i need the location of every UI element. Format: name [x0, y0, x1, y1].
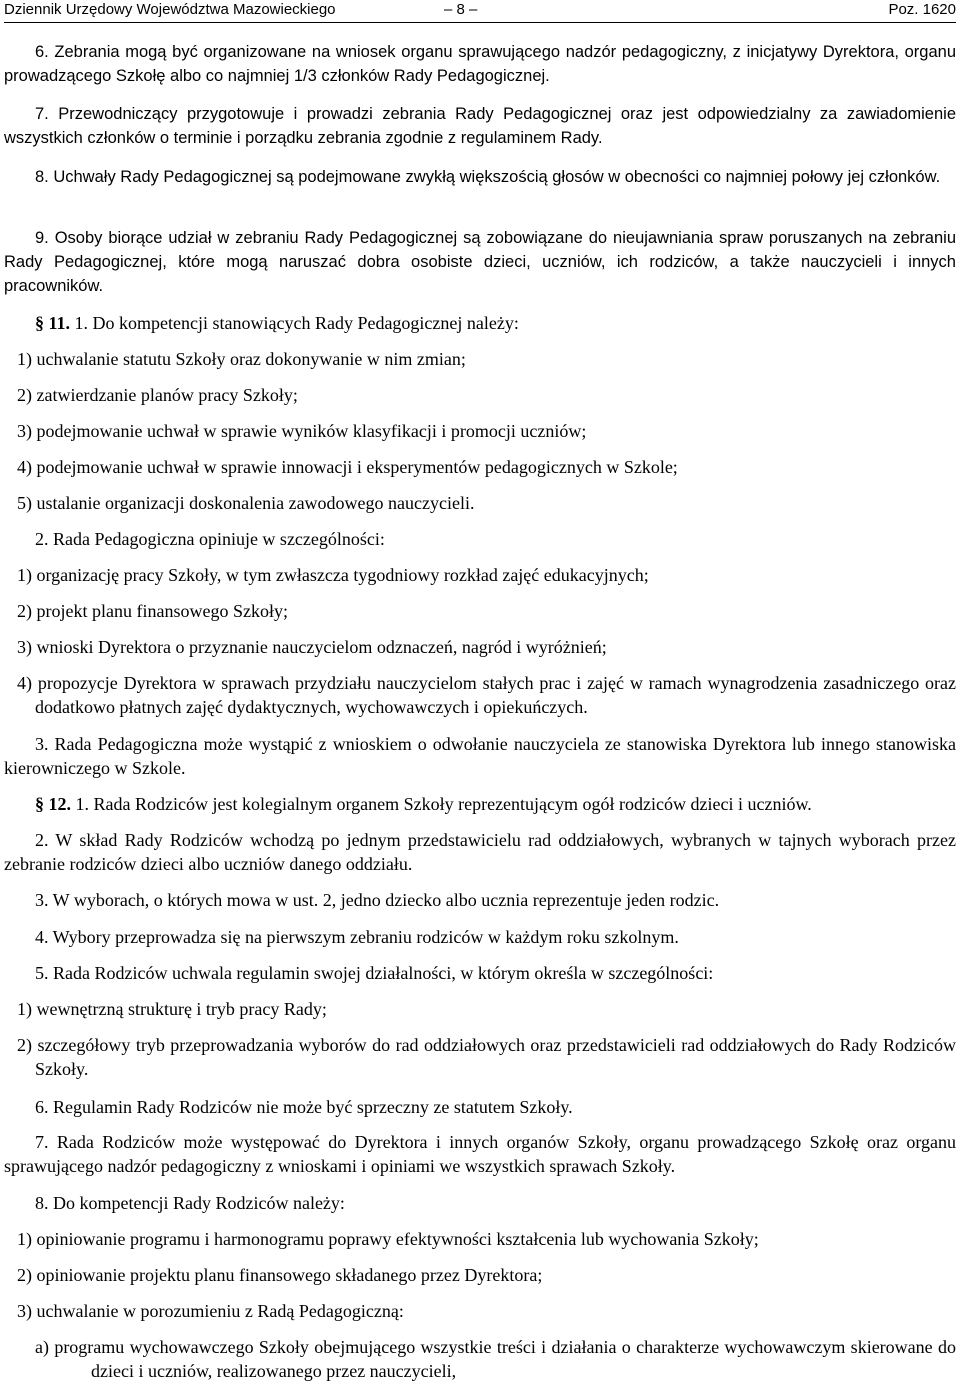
s11-item-1: 1) uchwalanie statutu Szkoły oraz dokonywanie w nim zmian; — [17, 349, 466, 369]
s12-paragraph-5: 5. Rada Rodziców uchwala regulamin swojej działalności, w którym określa w szczególności: — [35, 963, 714, 983]
s12-paragraph-6: 6. Regulamin Rady Rodziców nie może być sprzeczny ze statutem Szkoły. — [35, 1097, 573, 1117]
s12-paragraph-7: 7. Rada Rodziców może występować do Dyrektora i innych organów Szkoły, organu prowadzącego Szkołę oraz organu sprawującego nadzór pedagogiczny z wnioskami i opiniami we wszystkich sprawach Szkoły. — [4, 1132, 956, 1176]
journal-title: Dziennik Urzędowy Województwa Mazowieckiego — [4, 1, 336, 18]
s11-paragraph-2: 2. Rada Pedagogiczna opiniuje w szczególności: — [35, 529, 385, 549]
s11-p2-item-2: 2) projekt planu finansowego Szkoły; — [17, 601, 288, 621]
section-12-marker: § 12. — [35, 794, 71, 814]
s11-p2-item-3: 3) wnioski Dyrektora o przyznanie nauczycielom odznaczeń, nagród i wyróżnień; — [17, 637, 607, 657]
s12-p8-item-3: 3) uchwalanie w porozumieniu z Radą Pedagogiczną: — [17, 1301, 404, 1321]
paragraph-9: 9. Osoby biorące udział w zebraniu Rady Pedagogicznej są zobowiązane do nieujawniania spraw poruszanych na zebraniu Rady Pedagogicznej, które mogą naruszać dobra osobiste dzieci, uczniów, ich rodziców, a także nauczycieli i innych pracowników. — [4, 229, 956, 295]
s12-p8-item-2: 2) opiniowanie projektu planu finansowego składanego przez Dyrektora; — [17, 1265, 543, 1285]
s12-paragraph-3: 3. W wyborach, o których mowa w ust. 2, jedno dziecko albo ucznia reprezentuje jeden rodzic. — [35, 890, 720, 910]
section-12-p1-text: 1. Rada Rodziców jest kolegialnym organem Szkoły reprezentującym ogół rodziców dzieci i uczniów. — [71, 794, 812, 814]
s11-p2-item-4: 4) propozycje Dyrektora w sprawach przydziału nauczycielom stałych prac i zajęć w ramach wynagrodzenia zasadniczego oraz dodatkowo płatnych zajęć dydaktycznych, wychowawczych i opiekuńczych. — [17, 673, 956, 717]
s11-p2-item-1: 1) organizację pracy Szkoły, w tym zwłaszcza tygodniowy rozkład zajęć edukacyjnych; — [17, 565, 649, 585]
position-number: Poz. 1620 — [888, 1, 956, 18]
s12-paragraph-8: 8. Do kompetencji Rady Rodziców należy: — [35, 1193, 345, 1213]
s12-p5-item-1: 1) wewnętrzną strukturę i tryb pracy Rady; — [17, 999, 327, 1019]
s11-item-5: 5) ustalanie organizacji doskonalenia zawodowego nauczycieli. — [17, 493, 475, 513]
s11-paragraph-3: 3. Rada Pedagogiczna może wystąpić z wnioskiem o odwołanie nauczyciela ze stanowiska Dyrektora lub innego stanowiska kierowniczego w Szkole. — [4, 734, 956, 778]
s11-item-2: 2) zatwierdzanie planów pracy Szkoły; — [17, 385, 298, 405]
section-11-intro — [4, 311, 956, 335]
paragraph-7: 7. Przewodniczący przygotowuje i prowadzi zebrania Rady Pedagogicznej oraz jest odpowiedzialny za zawiadomienie wszystkich członków o terminie i porządku zebrania zgodnie z regulaminem Rady. — [4, 105, 956, 147]
s11-item-4: 4) podejmowanie uchwał w sprawie innowacji i eksperymentów pedagogicznych w Szkole; — [17, 457, 678, 477]
s12-p5-item-2: 2) szczegółowy tryb przeprowadzania wyborów do rad oddziałowych oraz przedstawicieli rad oddziałowych do Rady Rodziców Szkoły. — [17, 1035, 956, 1079]
section-11-marker: § 11. — [35, 313, 71, 333]
paragraph-8: 8. Uchwały Rady Pedagogicznej są podejmowane zwykłą większością głosów w obecności co najmniej połowy jej członków. — [35, 168, 941, 186]
s12-paragraph-2: 2. W skład Rady Rodziców wchodzą po jednym przedstawicielu rad oddziałowych, wybranych w tajnych wyborach przez zebranie rodziców dzieci albo uczniów danego oddziału. — [4, 830, 956, 874]
page-number: – 8 – — [444, 1, 478, 18]
page-header — [4, 0, 956, 23]
section-12-intro — [4, 792, 956, 816]
s11-item-3: 3) podejmowanie uchwał w sprawie wyników klasyfikacji i promocji uczniów; — [17, 421, 587, 441]
section-11-intro-text: 1. Do kompetencji stanowiących Rady Pedagogicznej należy: — [70, 313, 519, 333]
s12-p8-item-1: 1) opiniowanie programu i harmonogramu poprawy efektywności kształcenia lub wychowania Szkoły; — [17, 1229, 759, 1249]
s12-paragraph-4: 4. Wybory przeprowadza się na pierwszym zebraniu rodziców w każdym roku szkolnym. — [35, 927, 679, 947]
paragraph-6: 6. Zebrania mogą być organizowane na wniosek organu sprawującego nadzór pedagogiczny, z inicjatywy Dyrektora, organu prowadzącego Szkołę albo co najmniej 1/3 członków Rady Pedagogicznej. — [4, 43, 956, 85]
s12-p8-subitem-a: a) programu wychowawczego Szkoły obejmującego wszystkie treści i działania o charakterze wychowawczym skierowane do dzieci i uczniów, realizowanego przez nauczycieli, — [35, 1337, 956, 1381]
